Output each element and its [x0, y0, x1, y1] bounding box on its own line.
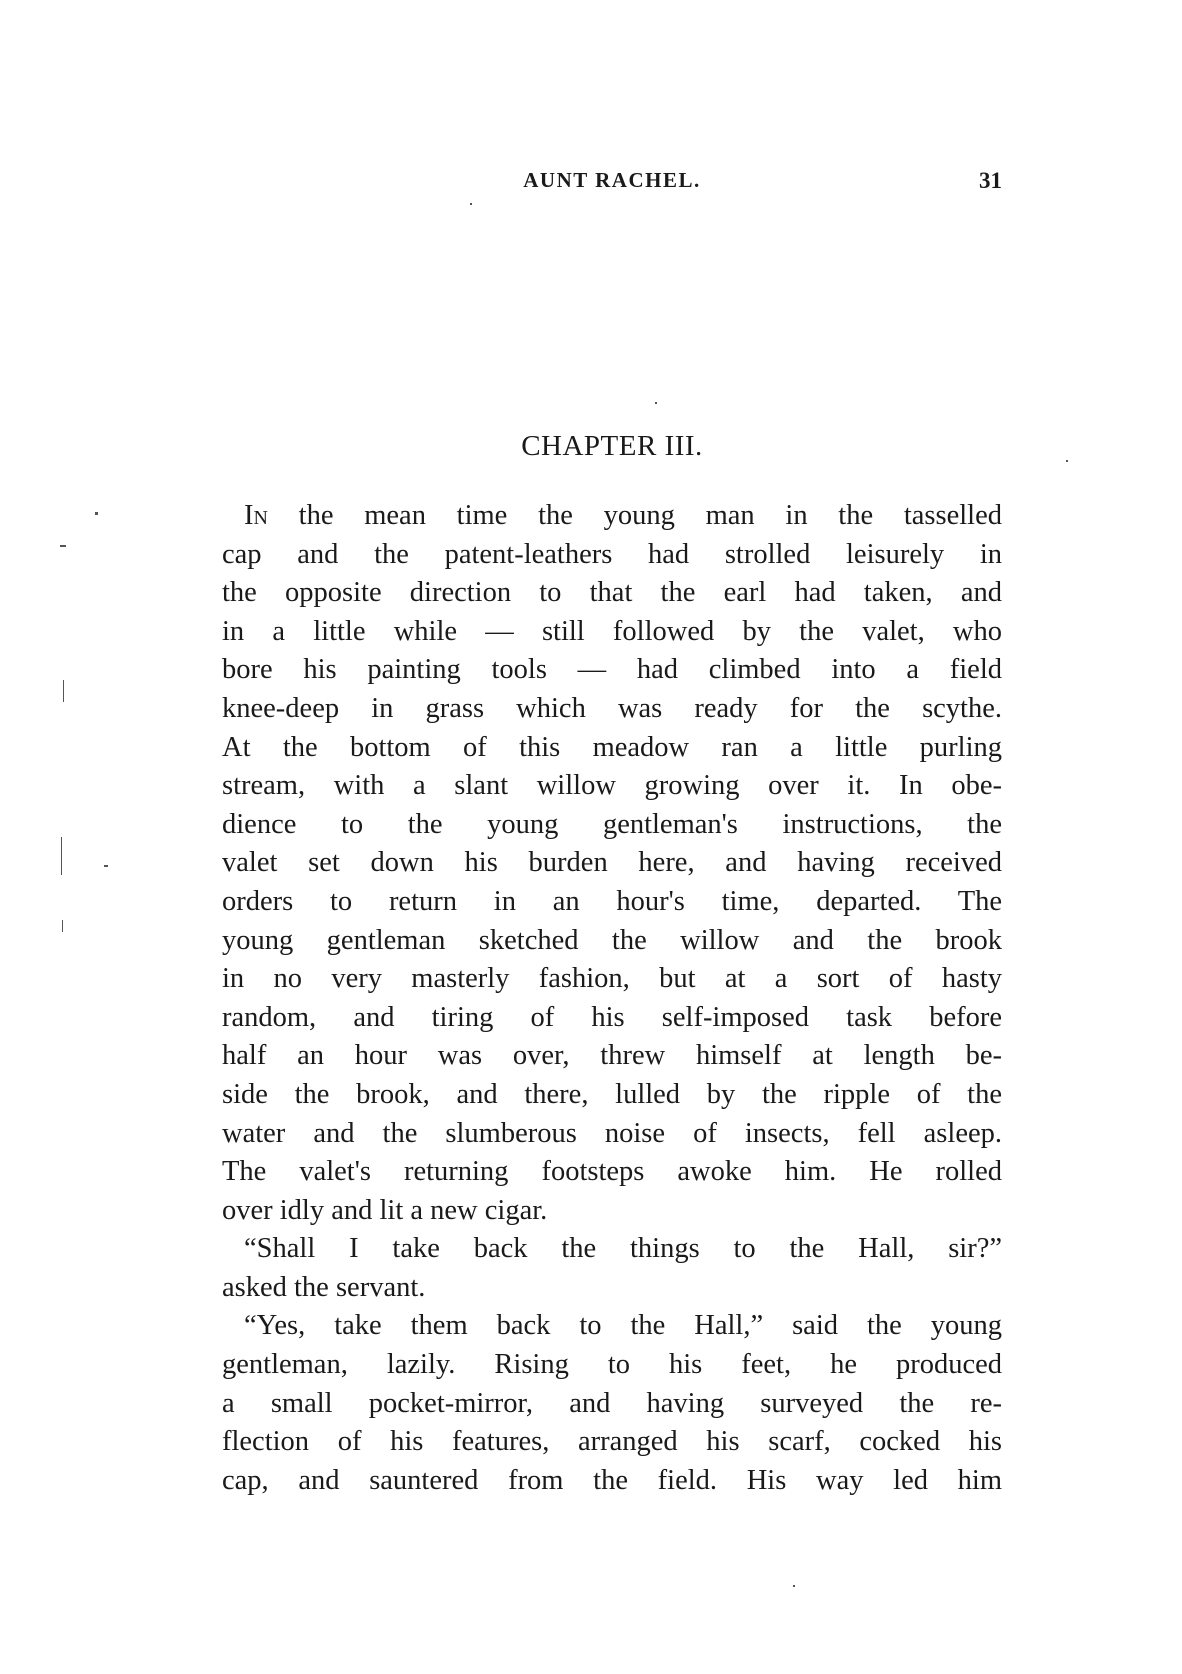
scan-speck	[95, 512, 98, 515]
scan-speck	[793, 1585, 795, 1587]
scan-speck	[61, 837, 62, 875]
scan-speck	[63, 680, 64, 702]
text-line: young gentleman sketched the willow and the brook	[222, 924, 1002, 956]
scan-speck	[104, 865, 108, 867]
text-line: random, and tiring of his self-imposed task before	[222, 1001, 1002, 1033]
text-line: cap, and sauntered from the field. His way led him	[222, 1464, 1002, 1496]
scan-speck	[60, 545, 66, 547]
text-line: orders to return in an hour's time, departed. The	[222, 885, 1002, 917]
text-line: half an hour was over, threw himself at length be-	[222, 1040, 1002, 1072]
scan-speck	[1066, 460, 1068, 462]
text-line: dience to the young gentleman's instructions, the	[222, 808, 1002, 840]
text-line: water and the slumberous noise of insects, fell asleep.	[222, 1117, 1002, 1149]
text-line: a small pocket-mirror, and having surveyed the re-	[222, 1387, 1002, 1419]
opening-word: In	[244, 500, 268, 531]
page-number: 31	[979, 168, 1002, 193]
text-line: At the bottom of this meadow ran a little purling	[222, 731, 1002, 763]
text-line: bore his painting tools — had climbed into a field	[222, 654, 1002, 686]
text-line: valet set down his burden here, and having received	[222, 847, 1002, 879]
chapter-heading: CHAPTER III.	[521, 430, 703, 462]
text-line: side the brook, and there, lulled by the ripple of the	[222, 1078, 1002, 1110]
text-line: asked the servant.	[222, 1271, 426, 1303]
running-title: AUNT RACHEL.	[523, 168, 701, 192]
running-head	[222, 168, 1002, 202]
scan-speck	[470, 203, 472, 205]
text-line: knee-deep in grass which was ready for the scythe.	[222, 692, 1002, 724]
text-line: over idly and lit a new cigar.	[222, 1194, 548, 1226]
text-line: “Shall I take back the things to the Hall, sir?”	[244, 1233, 1002, 1265]
text-line: the opposite direction to that the earl had taken, and	[222, 577, 1002, 609]
text-line: gentleman, lazily. Rising to his feet, he produced	[222, 1349, 1002, 1381]
scan-speck	[655, 402, 657, 404]
text-line: “Yes, take them back to the Hall,” said the young	[244, 1310, 1002, 1342]
text-line: in a little while — still followed by the valet, who	[222, 615, 1002, 647]
text-line: flection of his features, arranged his scarf, cocked his	[222, 1426, 1002, 1458]
text-line: The valet's returning footsteps awoke him. He rolled	[222, 1156, 1002, 1188]
text-line-rest: the mean time the young man in the tasselled	[267, 500, 1002, 531]
scan-speck	[62, 920, 63, 932]
text-line	[222, 497, 1002, 536]
text-line: stream, with a slant willow growing over it. In obe-	[222, 770, 1002, 802]
text-line: cap and the patent-leathers had strolled leisurely in	[222, 538, 1002, 570]
chapter-body	[222, 497, 1002, 1500]
text-line: in no very masterly fashion, but at a sort of hasty	[222, 963, 1002, 995]
